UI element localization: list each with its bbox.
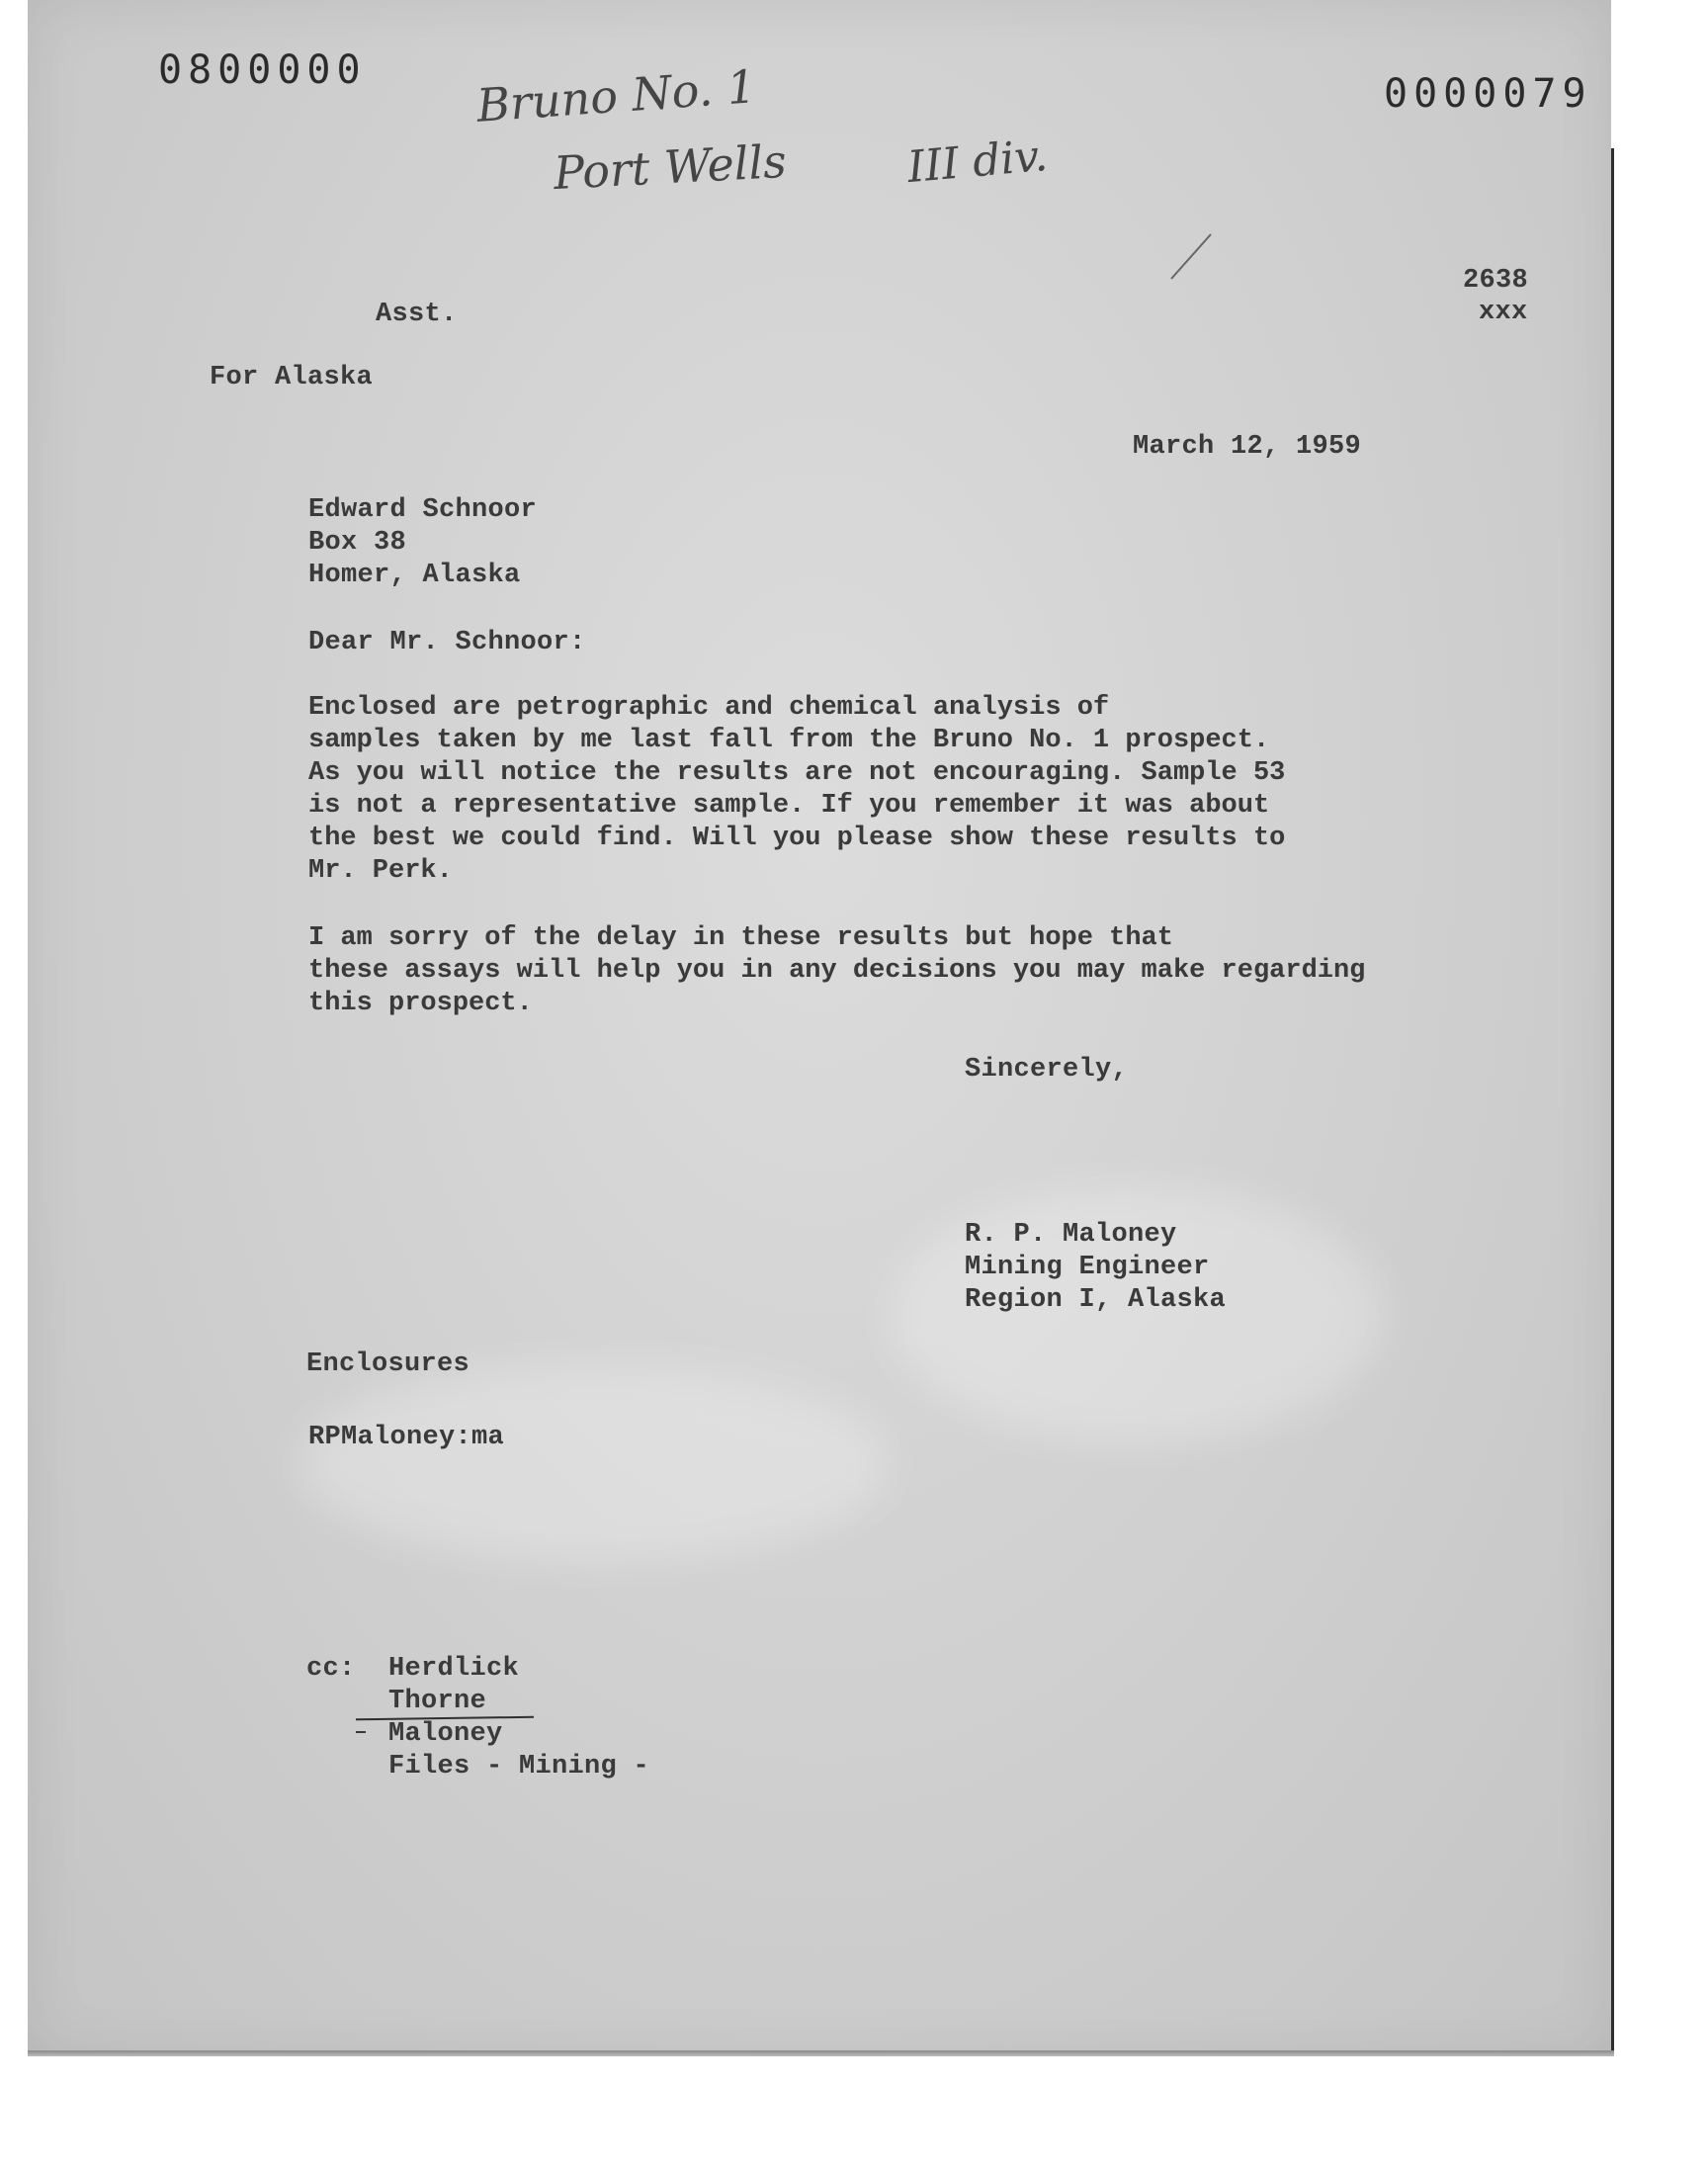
closing: Sincerely, <box>965 1055 1129 1085</box>
cc-label: cc: <box>306 1654 356 1684</box>
stamp-number-right: 0000079 <box>1384 71 1592 117</box>
paragraph-text: I am sorry of the delay in these results but hope that these assays will help you in any decisions you may make regarding this prospect. <box>308 923 1366 1018</box>
handwritten-division: III div. <box>905 130 1050 194</box>
paragraph-text: Enclosed are petrographic and chemical analysis of samples taken by me last fall from the Bruno No. 1 prospect. As you will notice the results are not encouraging. Sample 53 is not a representative sample. If you remember it was about the best we could find. Will you please show these results to Mr. Perk. <box>308 693 1286 886</box>
pen-tick <box>356 1731 366 1733</box>
handwritten-place: Port Wells <box>552 133 788 201</box>
file-code: 2638 <box>1463 266 1529 296</box>
pencil-mark <box>1166 229 1216 289</box>
cc-recipient: Herdlick <box>388 1654 520 1684</box>
smudge <box>297 1364 890 1562</box>
handwritten-prospect: Bruno No. 1 <box>474 59 758 132</box>
recipient-city: Homer, Alaska <box>308 561 521 590</box>
file-subcode: xxx <box>1479 298 1528 327</box>
cc-recipient: Maloney <box>388 1719 503 1749</box>
letter-date: March 12, 1959 <box>1133 432 1362 462</box>
stamp-number-left: 0800000 <box>158 47 367 93</box>
page-edge <box>28 2050 1614 2056</box>
header-asst: Asst. <box>376 300 458 329</box>
signer-region: Region I, Alaska <box>965 1285 1227 1315</box>
signer-name: R. P. Maloney <box>965 1220 1177 1250</box>
signature-block <box>965 1219 1226 1317</box>
paper-sheet <box>28 0 1611 2056</box>
signer-title: Mining Engineer <box>965 1253 1210 1282</box>
salutation: Dear Mr. Schnoor: <box>308 628 586 657</box>
letter-paragraph <box>308 692 1415 888</box>
cc-recipient: Files - Mining - <box>388 1752 650 1782</box>
recipient-address <box>308 494 537 592</box>
letter-paragraph <box>308 922 1415 1020</box>
recipient-box: Box 38 <box>308 528 407 558</box>
cc-recipient: Thorne <box>388 1687 487 1716</box>
typist-initials: RPMaloney:ma <box>308 1423 505 1452</box>
page-edge <box>1611 148 1614 2056</box>
header-for-alaska: For Alaska <box>210 363 374 392</box>
enclosures-note: Enclosures <box>306 1349 470 1379</box>
recipient-name: Edward Schnoor <box>308 495 538 525</box>
